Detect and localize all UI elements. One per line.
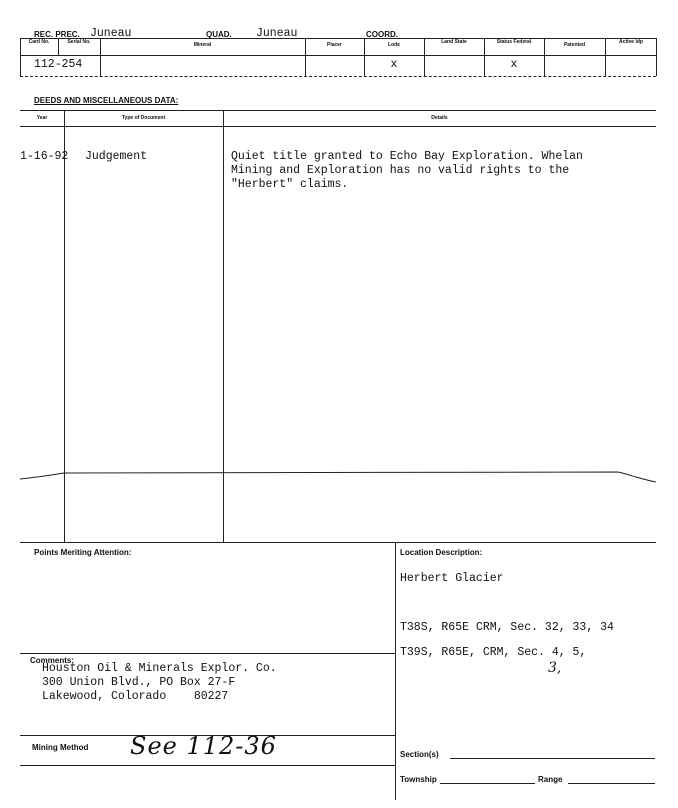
grid-line [605, 38, 606, 76]
col-mineral: Mineral [193, 42, 212, 48]
location-name: Herbert Glacier [400, 572, 504, 585]
mining-method-handwritten: See 112-36 [130, 732, 277, 760]
col-year: Year [36, 115, 48, 121]
col-active: Active ldp [619, 39, 643, 45]
location-line-1: T38S, R65E CRM, Sec. 32, 33, 34 [400, 621, 614, 634]
range-label: Range [538, 775, 563, 784]
bottom-section-rule [20, 542, 656, 543]
section-underline [450, 758, 655, 759]
col-details: Details [431, 115, 448, 121]
comments-rule [20, 653, 395, 654]
deed-type: Judgement [85, 150, 148, 163]
col-patented: Patented [563, 42, 586, 48]
col-type-of-document: Type of Document [121, 115, 166, 121]
col-status-federal: Status Federal [496, 39, 532, 45]
rec-prec-label: REC. PREC. [34, 30, 80, 39]
col-land-state: Land State [441, 39, 467, 45]
location-line-2: T39S, R65E, CRM, Sec. 4, 5, [400, 646, 587, 659]
grid-line [424, 38, 425, 76]
points-label: Points Meriting Attention: [34, 548, 132, 557]
location-label: Location Description: [400, 548, 483, 557]
grid-line [20, 38, 21, 76]
comments-line-2: 300 Union Blvd., PO Box 27-F [42, 676, 236, 689]
comments-label: Comments: [30, 656, 75, 665]
grid-line [656, 38, 657, 76]
card-serial-value: 112-254 [34, 58, 83, 71]
lode-value: x [390, 58, 398, 71]
header-top-rule [20, 38, 656, 39]
mining-method-label: Mining Method [32, 743, 89, 752]
quad-value: Juneau [256, 27, 298, 40]
grid-line [58, 38, 59, 55]
deeds-section-title: DEEDS AND MISCELLANEOUS DATA: [34, 96, 179, 105]
deeds-header-rule [20, 126, 656, 127]
deed-details: Quiet title granted to Echo Bay Exploration. Whelan Mining and Exploration has no valid rights to the "Herbert" claims. [231, 150, 583, 191]
range-underline [568, 783, 655, 784]
township-underline [440, 783, 535, 784]
deed-year: 1-16-92 [20, 150, 69, 163]
comments-line-3: Lakewood, Colorado 80227 [42, 690, 229, 703]
fold-crease [0, 462, 678, 488]
rec-prec-value: Juneau [90, 27, 132, 40]
bottom-divider [395, 542, 396, 800]
header-mid-rule [20, 55, 656, 56]
comments-line-1: Houston Oil & Minerals Explor. Co. [42, 662, 277, 675]
col-serial-no: Serial No. [67, 39, 91, 45]
handwritten-section-add: 3, [548, 660, 562, 676]
col-lode: Lode [388, 42, 400, 48]
quad-label: QUAD. [206, 30, 232, 39]
status-federal-value: x [510, 58, 518, 71]
deeds-top-rule [20, 110, 656, 111]
col-card-no: Card No. [28, 39, 50, 45]
township-label: Township [400, 775, 437, 784]
mining-method-bottom-rule [20, 765, 395, 766]
coord-label: COORD. [366, 30, 398, 39]
header-bottom-rule [20, 76, 656, 77]
col-placer: Placer [326, 42, 342, 48]
section-label: Section(s) [400, 750, 439, 759]
